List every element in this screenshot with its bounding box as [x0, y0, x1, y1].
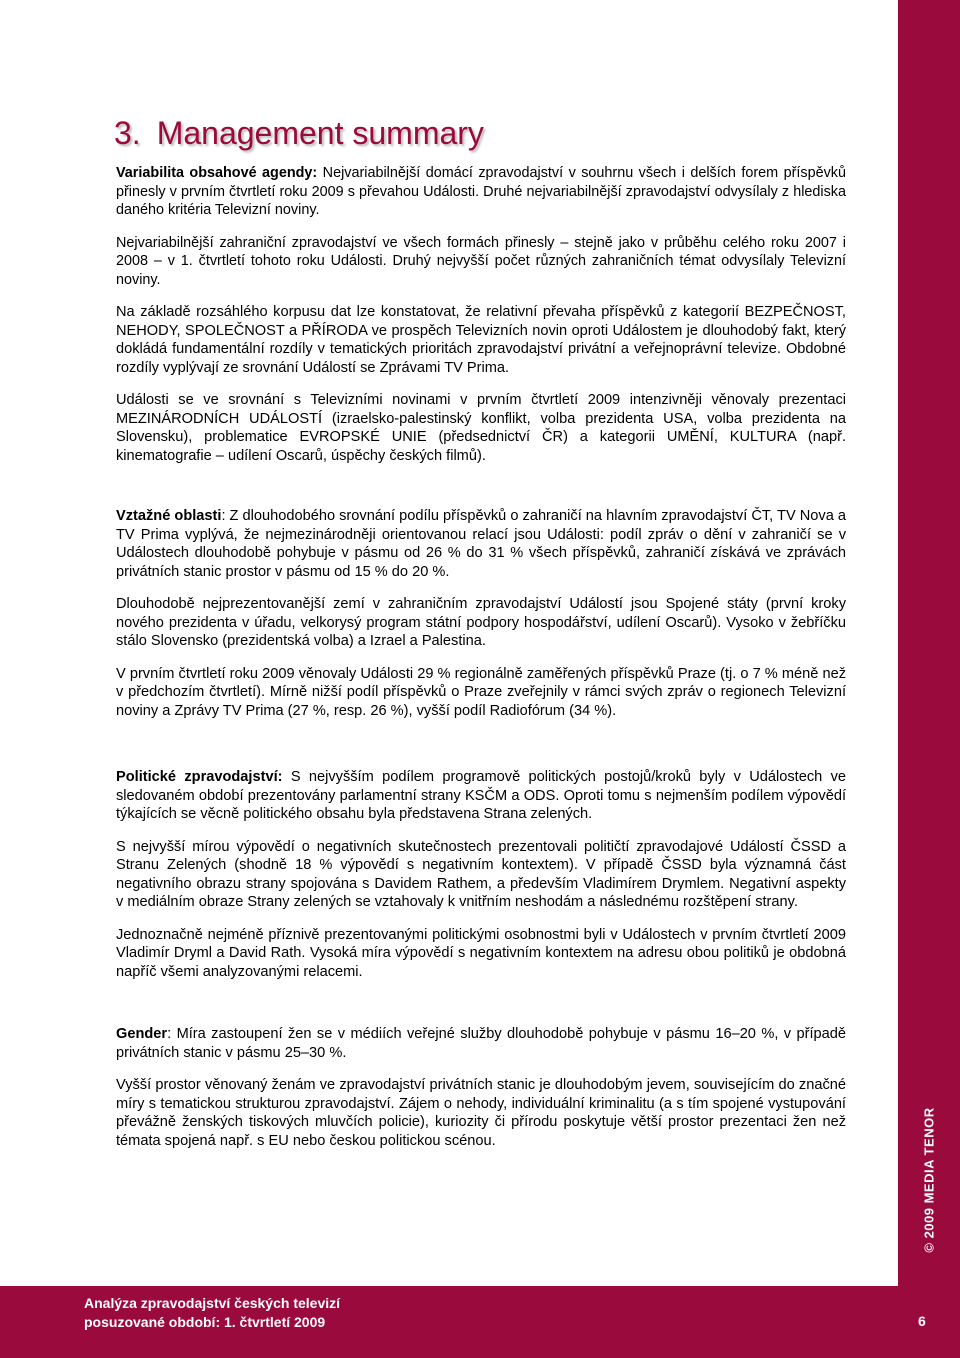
paragraph-label: Politické zpravodajství:	[116, 769, 283, 785]
page-number: 6	[918, 1313, 926, 1329]
paragraph-political-news: Politické zpravodajství: S nejvyšším podílem programově politických postojů/kroků byly v Událostech ve sledovaném období prezentovány parlamentní strany KSČM a ODS. Oproti tomu s nejmenším podílem výpovědí týkajících se věcně politického obsahu byla představena Strana zelených.	[116, 769, 846, 822]
paragraph-negative-statements: S nejvyšší mírou výpovědí o negativních skutečnostech prezentovali političtí zpravodajové Událostí ČSSD a Stranu Zelených (shodně 18 % výpovědí s negativním kontextem). V případě ČSSD byla významná část negativního obrazu strany spojována s Davidem Rathem, a především Vladimírem Drymlem. Negativní aspekty v mediálním obraze Strany zelených se vztahovaly k vnitřním neshodám a následnému rozštěpení strany.	[116, 838, 846, 910]
section-spacer	[116, 995, 846, 1025]
copyright-vertical	[898, 1100, 960, 1260]
paragraph-regions: V prvním čtvrtletí roku 2009 věnovaly Události 29 % regionálně zaměřených příspěvků Praze (tj. o 7 % méně než v předchozím čtvrtletí). Mírně nižší podíl příspěvků o Praze zveřejnily v rámci svých zpráv o regionech Televizní noviny a Zprávy TV Prima (27 %, resp. 26 %), vyšší podíl Radiofórum (34 %).	[116, 665, 846, 719]
section-spacer	[116, 734, 846, 768]
paragraph-category-dominance: Na základě rozsáhlého korpusu dat lze konstatovat, že relativní převaha příspěvků z kategorií BEZPEČNOST, NEHODY, SPOLEČNOST a PŘÍRODA ve prospěch Televizních novin oproti Událostem je dlouhodobý fakt, který dokládá fundamentální rozdíly v tematických prioritách zpravodajství privátní a veřejnoprávní televize. Obdobné rozdíly vyplývají ze srovnání Událostí se Zprávami TV Prima.	[116, 304, 846, 376]
paragraph-politicians: Jednoznačně nejméně příznivě prezentovanými politickými osobnostmi byli v Událostech v prvním čtvrtletí 2009 Vladimír Dryml a David Rath. Vysoká míra výpovědí s negativním kontextem na adresu obou politiků je obdobná napříč všemi analyzovanými relacemi.	[116, 926, 846, 980]
paragraph-variability: Variabilita obsahové agendy: Nejvariabilnější domácí zpravodajství v souhrnu všech i delších forem příspěvků přinesly v prvním čtvrtletí roku 2009 s převahou Události. Druhé nejvariabilnější zpravodajství odvysílaly z hlediska daného kritéria Televizní noviny.	[116, 165, 846, 218]
page-title	[114, 114, 846, 152]
section-number: 3.	[114, 115, 141, 151]
paragraph-foreign-variability: Nejvariabilnější zahraniční zpravodajství ve všech formách přinesly – stejně jako v průběhu celého roku 2007 i 2008 – v 1. čtvrtletí tohoto roku Události. Druhý nejvyšší počet různých zahraničních témat odvysílaly Televizní noviny.	[116, 234, 846, 288]
paragraph-reference-areas: Vztažné oblasti: Z dlouhodobého srovnání podílu příspěvků o zahraničí na hlavním zpravodajství ČT, TV Nova a TV Prima vyplývá, že nejmezinárodněji orientovanou relací jsou Události: podíl zpráv o dění v zahraničí se v Událostech dlouhodobě pohybuje v pásmu od 26 % do 31 % všech příspěvků, zahraničí získává ve zprávách privátních stanic prostor v pásmu od 15 % do 20 %.	[116, 508, 846, 580]
paragraph-women-coverage: Vyšší prostor věnovaný ženám ve zpravodajství privátních stanic je dlouhodobým jevem, souvisejícím do značné míry s tematickou strukturou zpravodajství. Zájem o nehody, individuální kriminalitu (a s tím spojené vystupování převážně ženských tiskových mluvčích policie), kuriozity či přírodu poskytuje větší prostor prezentaci žen než témata spojená např. s EU nebo českou politickou scénou.	[116, 1077, 846, 1149]
paragraph-countries: Dlouhodobě nejprezentovanější zemí v zahraničním zpravodajství Událostí jsou Spojené státy (první kroky nového prezidenta v úřadu, velkorysý program státní podpory hospodářství, udílení Oscarů). Vysoko v žebříčku stálo Slovensko (prezidentská volba) a Izrael a Palestina.	[116, 596, 846, 649]
paragraph-udalosti-comparison: Události se ve srovnání s Televizními novinami v prvním čtvrtletí 2009 intenzivněji věnovaly prezentaci MEZINÁRODNÍCH UDÁLOSTÍ (izraelsko-palestinský konflikt, volba prezidenta USA, volba prezidenta na Slovensku), problematice EVROPSKÉ UNIE (předsednictví ČR) a kategorii UMĚNÍ, KULTURA (např. kinematografie – udílení Oscarů, úspěchy českých filmů).	[116, 392, 846, 464]
footer-caption	[84, 1294, 340, 1332]
paragraph-label: Variabilita obsahové agendy:	[116, 165, 318, 181]
paragraph-label: Vztažné oblasti	[116, 508, 222, 524]
footer-line-2: posuzované období: 1. čtvrtletí 2009	[84, 1314, 326, 1330]
footer-line-1: Analýza zpravodajství českých televizí	[84, 1295, 341, 1311]
paragraph-label: Gender	[116, 1026, 168, 1042]
document-body	[116, 114, 846, 1164]
paragraph-gender: Gender: Míra zastoupení žen se v médiích veřejné služby dlouhodobě pohybuje v pásmu 16–20 %, v případě privátních stanic v pásmu 25–30 %.	[116, 1026, 846, 1061]
copyright-text: © 2009 MEDIA TENOR	[921, 1107, 937, 1253]
section-title: Management summary	[156, 115, 484, 151]
section-spacer	[116, 479, 846, 507]
